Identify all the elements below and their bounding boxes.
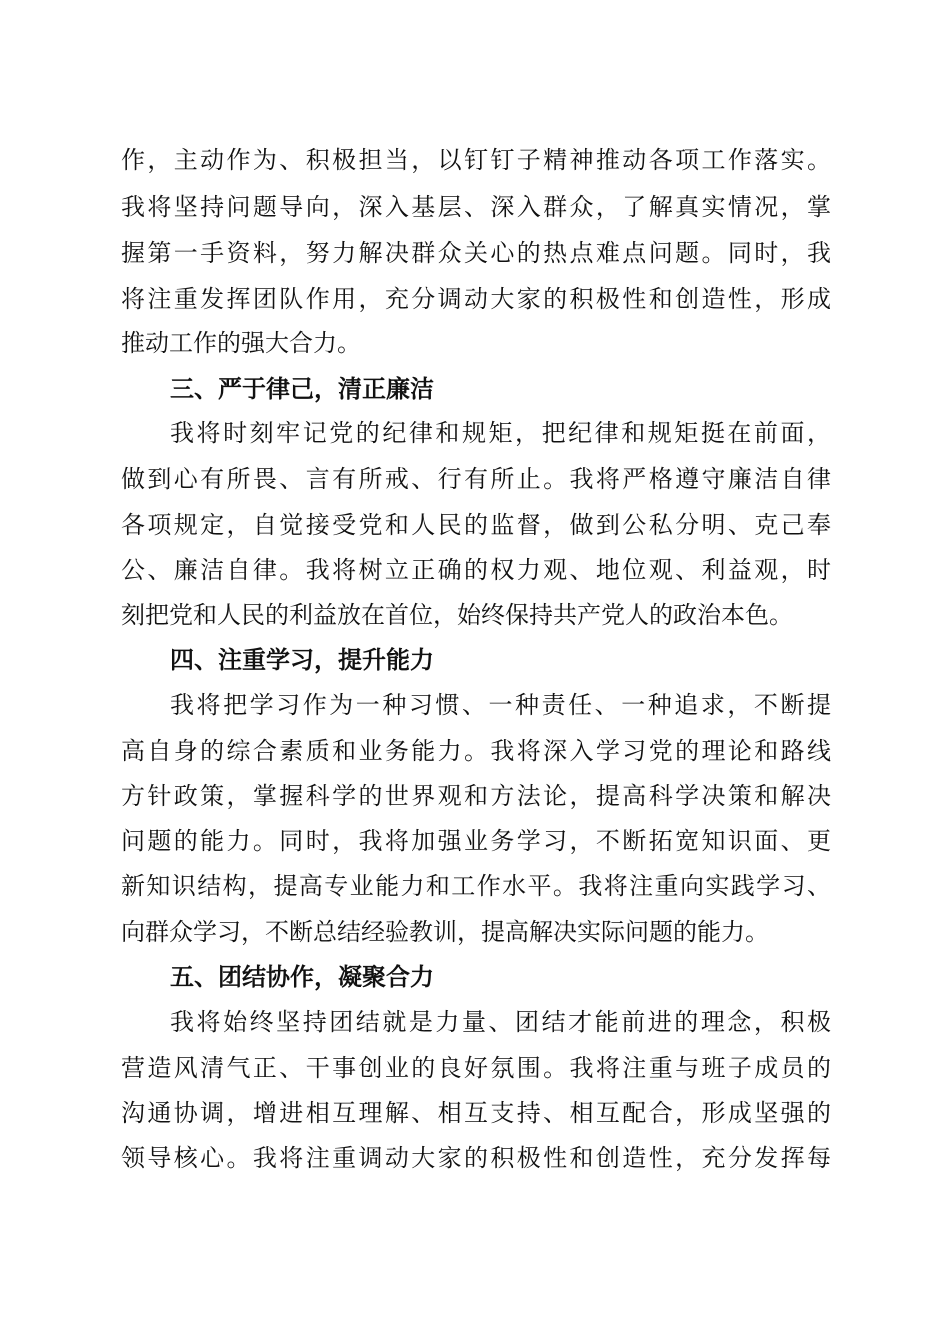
body-line: 营造风清气正、干事创业的良好氛围。我将注重与班子成员的	[121, 1054, 831, 1082]
body-line: 做到心有所畏、言有所戒、行有所止。我将严格遵守廉洁自律	[121, 465, 831, 493]
section-heading-4: 四、注重学习，提升能力	[170, 646, 434, 674]
body-line: 向群众学习，不断总结经验教训，提高解决实际问题的能力。	[121, 918, 769, 946]
body-line: 推动工作的强大合力。	[121, 329, 361, 357]
body-line: 领导核心。我将注重调动大家的积极性和创造性，充分发挥每	[121, 1144, 831, 1172]
section-heading-3: 三、严于律己，清正廉洁	[170, 375, 434, 403]
section-heading-5: 五、团结协作，凝聚合力	[170, 963, 434, 991]
body-line: 公、廉洁自律。我将树立正确的权力观、地位观、利益观，时	[121, 556, 831, 584]
body-line: 握第一手资料，努力解决群众关心的热点难点问题。同时，我	[121, 239, 831, 267]
body-line: 刻把党和人民的利益放在首位，始终保持共产党人的政治本色。	[121, 601, 793, 629]
body-line: 沟通协调，增进相互理解、相互支持、相互配合，形成坚强的	[121, 1099, 831, 1127]
body-line: 高自身的综合素质和业务能力。我将深入学习党的理论和路线	[121, 737, 831, 765]
body-line: 各项规定，自觉接受党和人民的监督，做到公私分明、克己奉	[121, 511, 831, 539]
body-line: 问题的能力。同时，我将加强业务学习，不断拓宽知识面、更	[121, 827, 831, 855]
body-line: 我将把学习作为一种习惯、一种责任、一种追求，不断提	[170, 691, 831, 719]
body-line: 作，主动作为、积极担当，以钉钉子精神推动各项工作落实。	[121, 146, 831, 174]
body-line: 我将坚持问题导向，深入基层、深入群众，了解真实情况，掌	[121, 193, 831, 221]
body-line: 我将始终坚持团结就是力量、团结才能前进的理念，积极	[170, 1008, 831, 1036]
body-line: 我将时刻牢记党的纪律和规矩，把纪律和规矩挺在前面，	[170, 419, 831, 447]
body-line: 新知识结构，提高专业能力和工作水平。我将注重向实践学习、	[121, 872, 831, 900]
body-line: 方针政策，掌握科学的世界观和方法论，提高科学决策和解决	[121, 782, 831, 810]
body-line: 将注重发挥团队作用，充分调动大家的积极性和创造性，形成	[121, 285, 831, 313]
